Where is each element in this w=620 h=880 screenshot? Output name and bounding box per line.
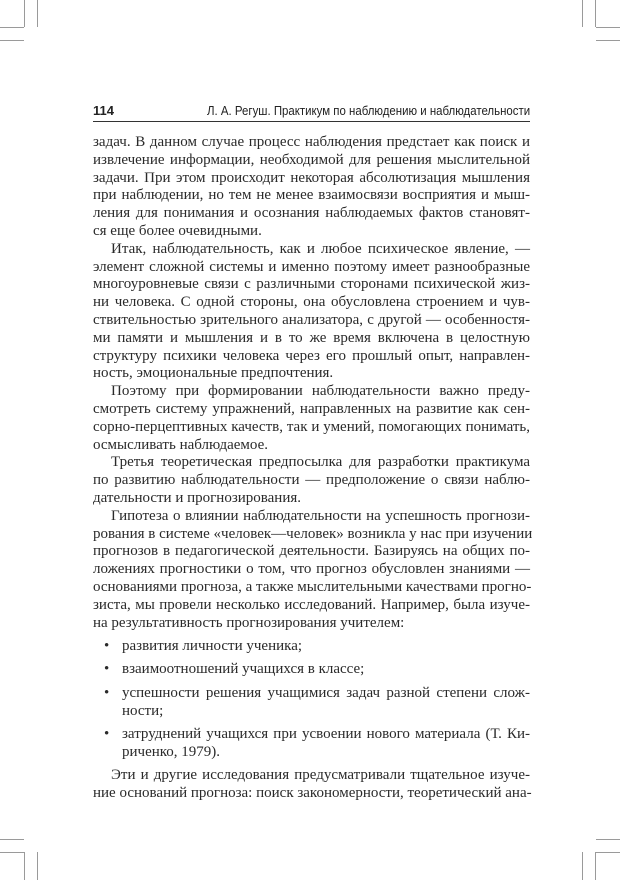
text-line: ности; (122, 702, 164, 719)
text-line: элемент сложной системы и именно поэтому имеет разнообразные (93, 258, 530, 275)
text-line: задачи. При этом происходит некоторая абсолютизация мышления (93, 169, 530, 186)
page-body (93, 134, 533, 802)
text-line: взаимоотношений учащихся в классе; (122, 661, 365, 678)
bullet-icon: • (104, 684, 110, 701)
text-line: сорно-перцептивных качеств, так и умений, помогающих понимать, (93, 418, 530, 435)
running-title: Л. А. Регуш. Практикум по наблюдению и наблюдательности (206, 103, 530, 118)
text-line: зиста, мы провели несколько исследований. Например, была изуче- (93, 596, 530, 613)
text-line: ние оснований прогноза: поиск закономерности, теоретический ана- (93, 784, 532, 801)
list-item (93, 661, 530, 679)
paragraph (93, 383, 530, 454)
crop-mark (24, 0, 25, 27)
running-header (93, 101, 530, 122)
text-line: ствительностью зрительного анализатора, с другой — особенностя- (93, 311, 530, 328)
crop-mark (0, 852, 24, 853)
crop-mark (596, 852, 620, 853)
paragraph (93, 241, 530, 383)
text-line: дательности и прогнозирования. (93, 489, 302, 506)
text-line: Гипотеза о влиянии наблюдательности на успешность прогнози- (111, 507, 530, 524)
text-line: ся еще более очевидными. (93, 222, 262, 239)
crop-mark (24, 852, 25, 880)
bullet-list (93, 638, 530, 762)
paragraph (93, 454, 530, 507)
crop-mark (582, 852, 583, 880)
text-line: осмысливать наблюдаемое. (93, 436, 268, 453)
crop-mark (596, 839, 620, 840)
text-line: ни человека. С одной стороны, она обусловлена строением и чув- (93, 294, 530, 311)
crop-mark (0, 27, 24, 28)
bullet-icon: • (104, 726, 110, 743)
text-line: извлечение информации, необходимой для решения мыслительной (93, 151, 530, 168)
crop-mark (596, 40, 620, 41)
text-line: Эти и другие исследования предусматривали тщательное изуче- (111, 766, 530, 783)
text-line: задач. В данном случае процесс наблюдения предстает как поиск и (93, 134, 530, 150)
text-line: ления для понимания и осознания наблюдаемых фактов становят- (93, 205, 530, 222)
text-line: многоуровневые связи с различными сторонами психической жиз- (93, 276, 530, 293)
paragraph (93, 134, 530, 241)
crop-mark (595, 0, 596, 27)
crop-mark (37, 0, 38, 27)
text-line: Итак, наблюдательность, как и любое психическое явление, — (111, 240, 530, 257)
text-line: основаниями прогноза, а также мыслительными качествами прогно- (93, 578, 532, 595)
list-item (93, 685, 530, 721)
text-line: ность, эмоциональные предпочтения. (93, 365, 334, 382)
list-item (93, 726, 530, 762)
text-line: смотреть систему упражнений, направленных на развитие как сен- (93, 400, 530, 417)
text-line: Поэтому при формировании наблюдательности важно преду- (111, 383, 530, 400)
text-line: ми памяти и мышления и в то же время включена в целостную (93, 329, 530, 346)
text-line: риченко, 1979). (122, 744, 221, 761)
text-line: затруднений учащихся при усвоении нового материала (Т. Ки- (122, 726, 530, 743)
text-line: по развитию наблюдательности — предположение о связи наблю- (93, 472, 530, 489)
text-line: Третья теоретическая предпосылка для разработки практикума (111, 454, 530, 471)
text-line: успешности решения учащимися задач разной степени слож- (122, 684, 530, 701)
list-item (93, 638, 530, 656)
crop-mark (0, 839, 24, 840)
crop-mark (37, 852, 38, 880)
crop-mark (596, 27, 620, 28)
text-line: рования в системе «человек—человек» возникла у нас при изучении (93, 525, 533, 542)
text-line: структуру психики человека через его прошлый опыт, направлен- (93, 347, 530, 364)
bullet-icon: • (104, 661, 110, 678)
paragraph (93, 767, 530, 803)
text-line: на результативность прогнозирования учителем: (93, 614, 405, 631)
text-line: прогнозов в педагогической деятельности. Базируясь на общих по- (93, 543, 530, 560)
crop-mark (595, 852, 596, 880)
text-line: ложениях прогностики о том, что прогноз обусловлен знаниями — (93, 561, 530, 578)
text-line: развития личности ученика; (122, 638, 303, 654)
page-number: 114 (93, 103, 114, 118)
text-line: при наблюдении, но тем не менее взаимосвязи восприятия и мыш- (93, 187, 530, 204)
bullet-icon: • (104, 638, 110, 654)
crop-mark (0, 40, 24, 41)
crop-mark (582, 0, 583, 27)
paragraph (93, 507, 533, 633)
